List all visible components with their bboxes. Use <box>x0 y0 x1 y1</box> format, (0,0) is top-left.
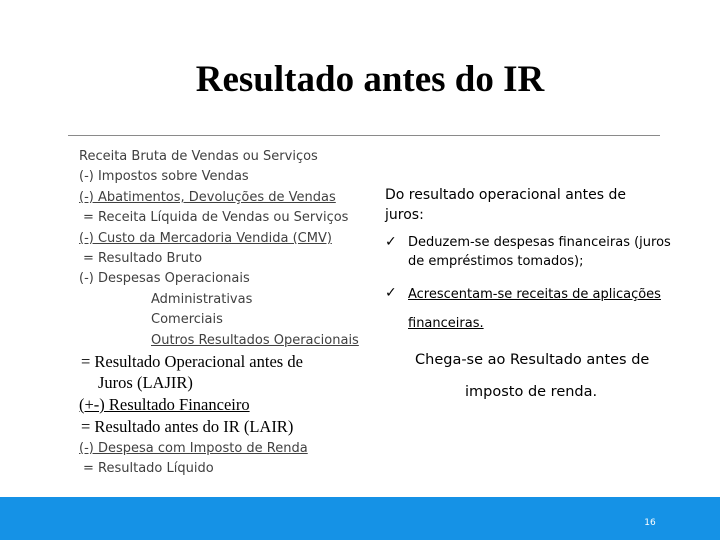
line-resultado-bruto: = Resultado Bruto <box>83 251 203 266</box>
line-despesa-ir: (-) Despesa com Imposto de Renda <box>79 441 308 456</box>
line-despesas-operacionais: (-) Despesas Operacionais <box>79 271 250 286</box>
conclusion-line-1: Chega-se ao Resultado antes de <box>415 352 650 368</box>
bullet-2-line-1: Acrescentam-se receitas de aplicações <box>408 287 661 302</box>
checkmark-icon: ✓ <box>385 234 397 250</box>
line-resultado-liquido: = Resultado Líquido <box>83 461 214 476</box>
intro-line-2: juros: <box>385 207 424 223</box>
checkmark-icon: ✓ <box>385 285 397 301</box>
intro-line-1: Do resultado operacional antes de <box>385 187 627 203</box>
line-lajir: Juros (LAJIR) <box>98 373 193 392</box>
line-resultado-operacional: = Resultado Operacional antes de <box>81 352 303 371</box>
title-divider <box>68 135 660 136</box>
line-abatimentos: (-) Abatimentos, Devoluções de Vendas <box>79 190 336 205</box>
footer-bar <box>0 497 720 540</box>
bullet-1-line-2: de empréstimos tomados); <box>408 254 584 269</box>
line-cmv: (-) Custo da Mercadoria Vendida (CMV) <box>79 231 332 246</box>
conclusion-line-2: imposto de renda. <box>465 384 598 400</box>
line-comerciais: Comerciais <box>151 312 223 327</box>
slide-title: Resultado antes do IR <box>195 59 545 100</box>
page-number: 16 <box>644 518 656 528</box>
line-receita-bruta: Receita Bruta de Vendas ou Serviços <box>79 149 318 164</box>
line-outros-resultados: Outros Resultados Operacionais <box>151 333 359 348</box>
line-receita-liquida: = Receita Líquida de Vendas ou Serviços <box>83 210 349 225</box>
line-impostos: (-) Impostos sobre Vendas <box>79 169 249 184</box>
bullet-2-line-2: financeiras. <box>408 316 484 331</box>
line-lair: = Resultado antes do IR (LAIR) <box>81 417 294 436</box>
line-resultado-financeiro: (+-) Resultado Financeiro <box>79 395 250 414</box>
line-administrativas: Administrativas <box>151 292 253 307</box>
bullet-1-line-1: Deduzem-se despesas financeiras (juros <box>408 235 671 250</box>
